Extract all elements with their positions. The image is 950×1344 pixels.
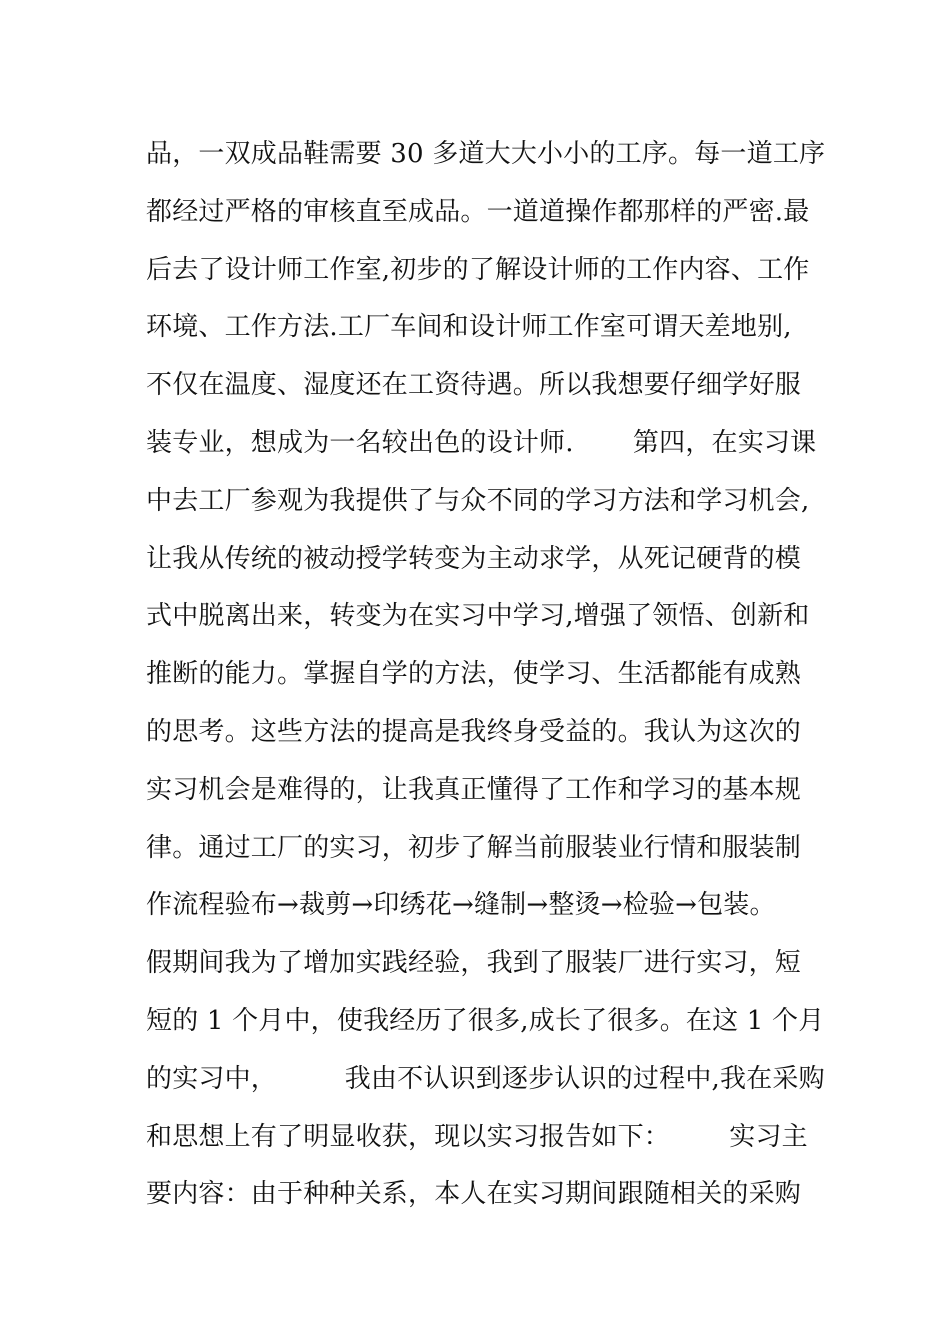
text-line: 式中脱离出来，转变为在实习中学习,增强了领悟、创新和 — [146, 601, 810, 632]
text-line: 短的 1 个月中，使我经历了很多,成长了很多。在这 1 个月 — [146, 1005, 825, 1036]
text-line: 律。通过工厂的实习，初步了解当前服装业行情和服装制 — [146, 832, 802, 863]
text-line: 推断的能力。掌握自学的方法，使学习、生活都能有成熟 — [146, 659, 802, 690]
text-line: 的思考。这些方法的提高是我终身受益的。我认为这次的 — [146, 716, 802, 747]
text-line: 要内容：由于种种关系，本人在实习期间跟随相关的采购 — [146, 1179, 802, 1210]
text-line: 实习机会是难得的，让我真正懂得了工作和学习的基本规 — [146, 774, 802, 805]
text-line: 和思想上有了明显收获，现以实习报告如下： 实习主 — [146, 1121, 808, 1152]
body-text — [146, 126, 826, 1224]
text-line: 作流程验布→裁剪→印绣花→缝制→整烫→检验→包装。 — [146, 890, 776, 921]
text-line: 的实习中， 我由不认识到逐步认识的过程中,我在采购 — [146, 1063, 825, 1094]
text-line: 环境、工作方法.工厂车间和设计师工作室可谓天差地别, — [146, 312, 792, 343]
text-line: 品，一双成品鞋需要 30 多道大大小小的工序。每一道工序 — [146, 139, 826, 169]
text-line: 不仅在温度、湿度还在工资待遇。所以我想要仔细学好服 — [146, 370, 802, 401]
text-line: 让我从传统的被动授学转变为主动求学，从死记硬背的模 — [146, 543, 802, 574]
text-line: 中去工厂参观为我提供了与众不同的学习方法和学习机会, — [146, 485, 810, 516]
text-line: 后去了设计师工作室,初步的了解设计师的工作内容、工作 — [146, 254, 810, 285]
text-line: 都经过严格的审核直至成品。一道道操作都那样的严密.最 — [146, 196, 810, 227]
text-line: 假期间我为了增加实践经验，我到了服装厂进行实习，短 — [146, 948, 802, 979]
text-line: 装专业，想成为一名较出色的设计师. 第四，在实习课 — [146, 427, 817, 458]
